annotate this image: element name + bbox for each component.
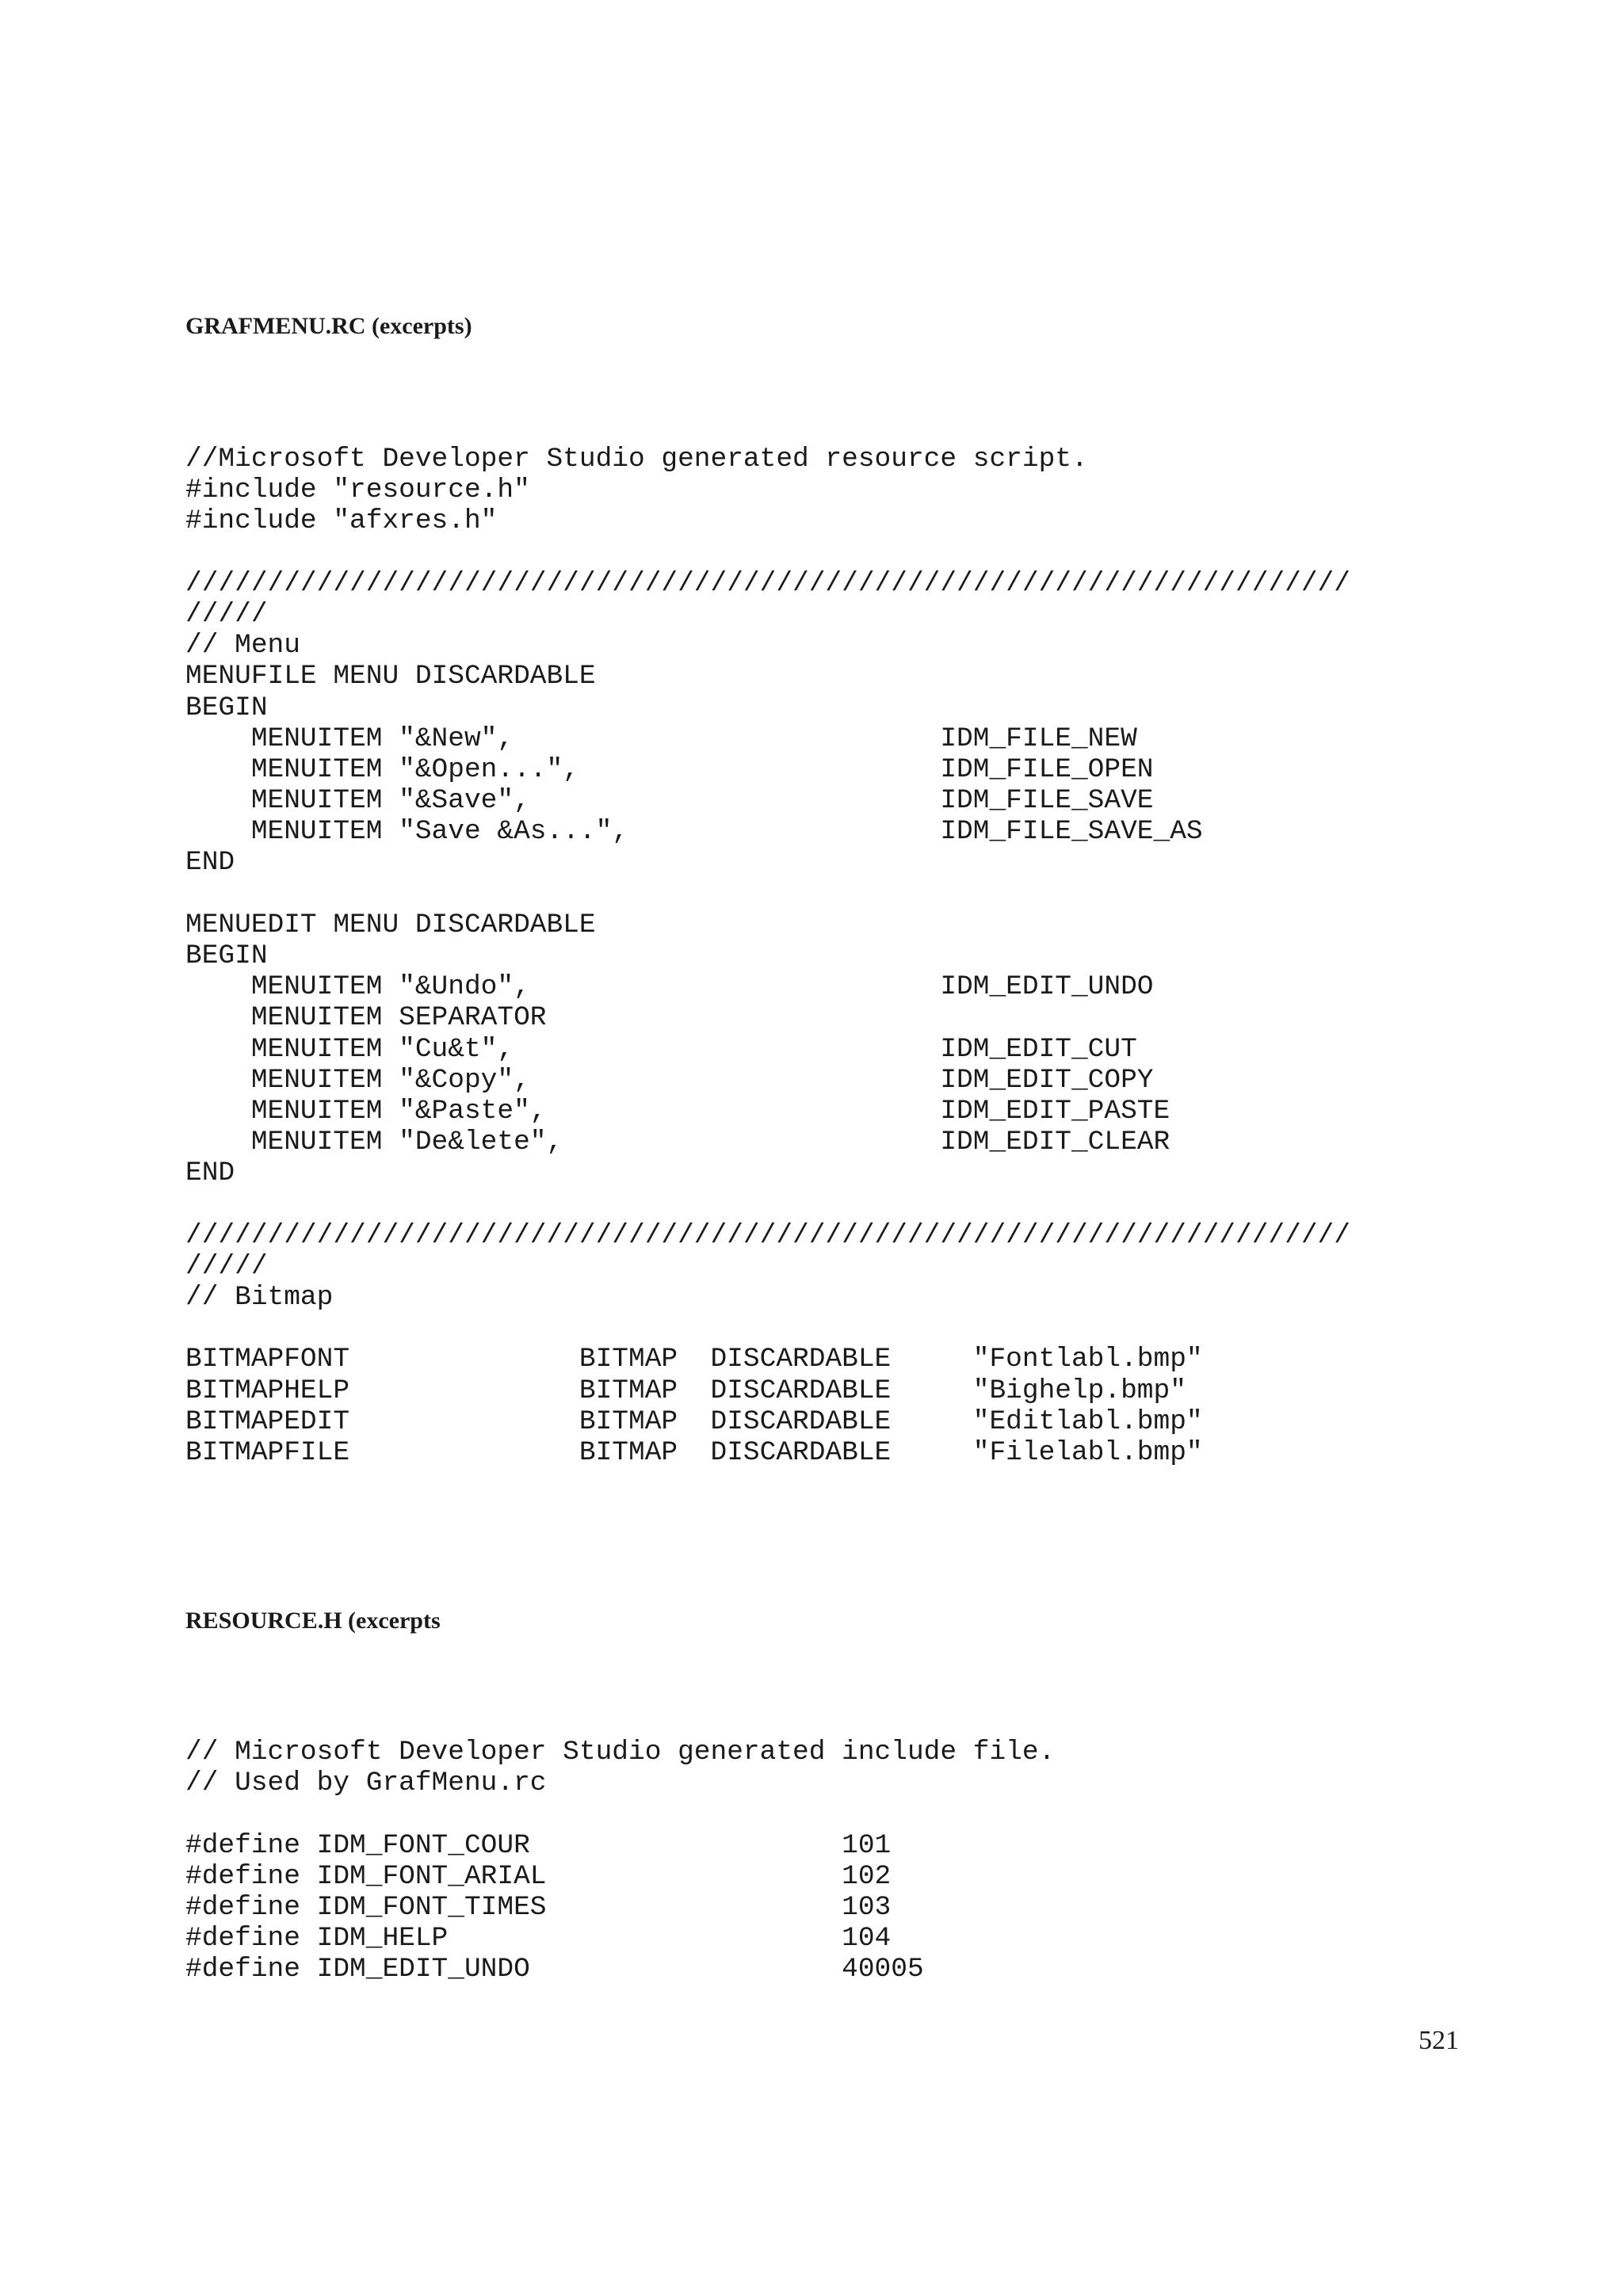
code-line: MENUEDIT MENU DISCARDABLE bbox=[185, 909, 596, 940]
code-line: MENUITEM "Cu&t", IDM_EDIT_CUT bbox=[185, 1033, 1137, 1065]
code-line: // Bitmap bbox=[185, 1282, 334, 1314]
code-block-resource-h bbox=[185, 1737, 1055, 1985]
code-line bbox=[185, 1798, 1055, 1829]
code-line: //Microsoft Developer Studio generated resource script. bbox=[185, 444, 1088, 475]
code-line: MENUITEM SEPARATOR bbox=[185, 1002, 547, 1034]
code-line: BITMAPFILE BITMAP DISCARDABLE "Filelabl.bmp" bbox=[185, 1437, 1203, 1468]
code-line: #define IDM_FONT_ARIAL 102 bbox=[185, 1860, 892, 1892]
code-line: ///// bbox=[185, 598, 268, 630]
code-line: END bbox=[185, 847, 235, 879]
code-block-grafmenu-rc bbox=[185, 444, 1350, 1468]
code-line: BITMAPFONT BITMAP DISCARDABLE "Fontlabl.bmp" bbox=[185, 1344, 1203, 1375]
code-line: /////////////////////////////////////////////////////////////////////// bbox=[185, 567, 1350, 599]
code-line: // Microsoft Developer Studio generated include file. bbox=[185, 1737, 1056, 1768]
code-line: #include "afxres.h" bbox=[185, 505, 498, 537]
code-line bbox=[185, 537, 1350, 568]
code-line: #define IDM_FONT_TIMES 103 bbox=[185, 1891, 892, 1923]
code-line: #define IDM_HELP 104 bbox=[185, 1923, 892, 1955]
code-line bbox=[185, 1189, 1350, 1220]
code-line: MENUITEM "&Copy", IDM_EDIT_COPY bbox=[185, 1064, 1154, 1096]
code-line: #include "resource.h" bbox=[185, 475, 530, 506]
code-line: BEGIN bbox=[185, 940, 268, 971]
code-line: MENUITEM "Save &As...", IDM_FILE_SAVE_AS bbox=[185, 816, 1203, 848]
code-line: MENUITEM "De&lete", IDM_EDIT_CLEAR bbox=[185, 1127, 1170, 1158]
code-line: BITMAPEDIT BITMAP DISCARDABLE "Editlabl.bmp" bbox=[185, 1405, 1203, 1437]
code-line: BITMAPHELP BITMAP DISCARDABLE "Bighelp.bmp" bbox=[185, 1375, 1186, 1406]
code-line: // Menu bbox=[185, 630, 300, 662]
code-line: #define IDM_FONT_COUR 101 bbox=[185, 1829, 892, 1861]
code-line: MENUITEM "&Paste", IDM_EDIT_PASTE bbox=[185, 1095, 1170, 1127]
code-line: BEGIN bbox=[185, 692, 268, 723]
code-line bbox=[185, 879, 1350, 910]
code-line: /////////////////////////////////////////////////////////////////////// bbox=[185, 1219, 1350, 1251]
code-line: MENUITEM "&Undo", IDM_EDIT_UNDO bbox=[185, 971, 1154, 1003]
code-line: MENUITEM "&Save", IDM_FILE_SAVE bbox=[185, 785, 1154, 817]
code-line: MENUITEM "&Open...", IDM_FILE_OPEN bbox=[185, 753, 1154, 785]
code-line: #define IDM_EDIT_UNDO 40005 bbox=[185, 1954, 924, 1985]
section-heading-resource-h: RESOURCE.H (excerpts bbox=[185, 1608, 441, 1634]
section-heading-grafmenu-rc: GRAFMENU.RC (excerpts) bbox=[185, 313, 472, 339]
code-line bbox=[185, 1313, 1350, 1344]
code-line: MENUITEM "&New", IDM_FILE_NEW bbox=[185, 723, 1137, 754]
code-line: END bbox=[185, 1158, 235, 1189]
page-number: 521 bbox=[1419, 2026, 1459, 2055]
code-line: // Used by GrafMenu.rc bbox=[185, 1768, 547, 1799]
code-line: MENUFILE MENU DISCARDABLE bbox=[185, 661, 596, 692]
code-line: ///// bbox=[185, 1250, 268, 1282]
